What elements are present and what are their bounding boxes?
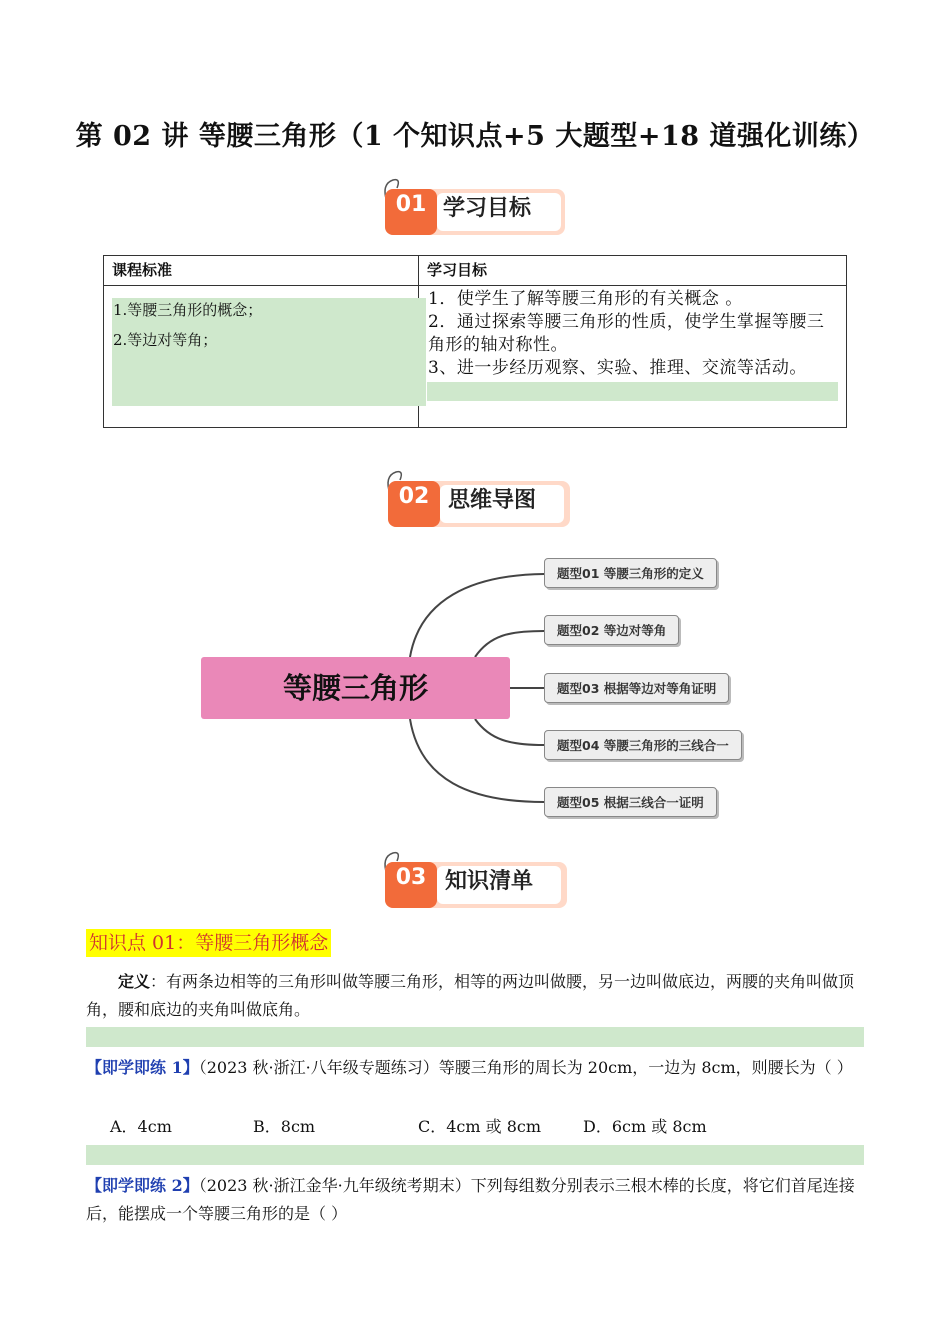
mindmap-root: 等腰三角形: [201, 657, 510, 719]
goal-item: 2．通过探索等腰三角形的性质，使学生掌握等腰三角形的轴对称性。: [428, 312, 825, 355]
exercise-text: （2023 秋·浙江金华·九年级统考期末）下列每组数分别表示三根木棒的长度，将它们首尾连接后，能摆成一个等腰三角形的是（ ）: [86, 1176, 855, 1223]
section-number: 01: [395, 192, 427, 217]
section-number: 02: [398, 484, 430, 509]
exercise-1: [86, 1054, 866, 1082]
definition-text: ：有两条边相等的三角形叫做等腰三角形，相等的两边叫做腰，另一边叫做底边，两腰的夹角叫做顶角，腰和底边的夹角叫做底角。: [86, 972, 855, 1019]
exercise-2: [86, 1172, 866, 1228]
goal-item: 1．使学生了解等腰三角形的有关概念 。: [428, 289, 743, 309]
section-badge-knowledge: [381, 845, 571, 909]
section-label: 知识清单: [445, 869, 534, 894]
goal-item: 3、进一步经历观察、实验、推理、交流等活动。: [428, 358, 807, 378]
exercise-text: （2023 秋·浙江·八年级专题练习）等腰三角形的周长为 20cm，一边为 8cm，则腰长为（ ）: [198, 1058, 853, 1077]
mindmap-node: 题型04 等腰三角形的三线合一: [544, 730, 742, 760]
option-a: A．4cm: [110, 1117, 172, 1136]
mindmap-node: 题型05 根据三线合一证明: [544, 787, 717, 817]
exercise-tag: 【即学即练 2】: [86, 1176, 199, 1195]
section-label: 思维导图: [448, 488, 537, 513]
standard-item: 1.等腰三角形的概念；: [113, 301, 263, 319]
mindmap-node: 题型03 根据等边对等角证明: [544, 673, 729, 703]
highlight-block: [86, 1027, 864, 1047]
option-d: D．6cm 或 8cm: [583, 1117, 707, 1136]
section-number: 03: [395, 865, 427, 890]
mindmap-node: 题型02 等边对等角: [544, 615, 679, 645]
definition-label: 定义: [118, 972, 151, 991]
header-standard: 课程标准: [104, 256, 419, 286]
exercise-tag: 【即学即练 1】: [86, 1058, 199, 1077]
mindmap-node: 题型01 等腰三角形的定义: [544, 558, 717, 588]
option-b: B．8cm: [253, 1117, 316, 1136]
header-goal: 学习目标: [419, 256, 847, 286]
definition-paragraph: [86, 968, 866, 1024]
page-title: 第 02 讲 等腰三角形（1 个知识点+5 大题型+18 道强化训练）: [75, 121, 875, 152]
standard-item: 2.等边对等角；: [113, 331, 218, 349]
section-label: 学习目标: [443, 196, 532, 221]
option-c: C．4cm 或 8cm: [418, 1117, 542, 1136]
highlight-block: [86, 1145, 864, 1165]
knowledge-heading: 知识点 01：等腰三角形概念: [86, 929, 331, 957]
